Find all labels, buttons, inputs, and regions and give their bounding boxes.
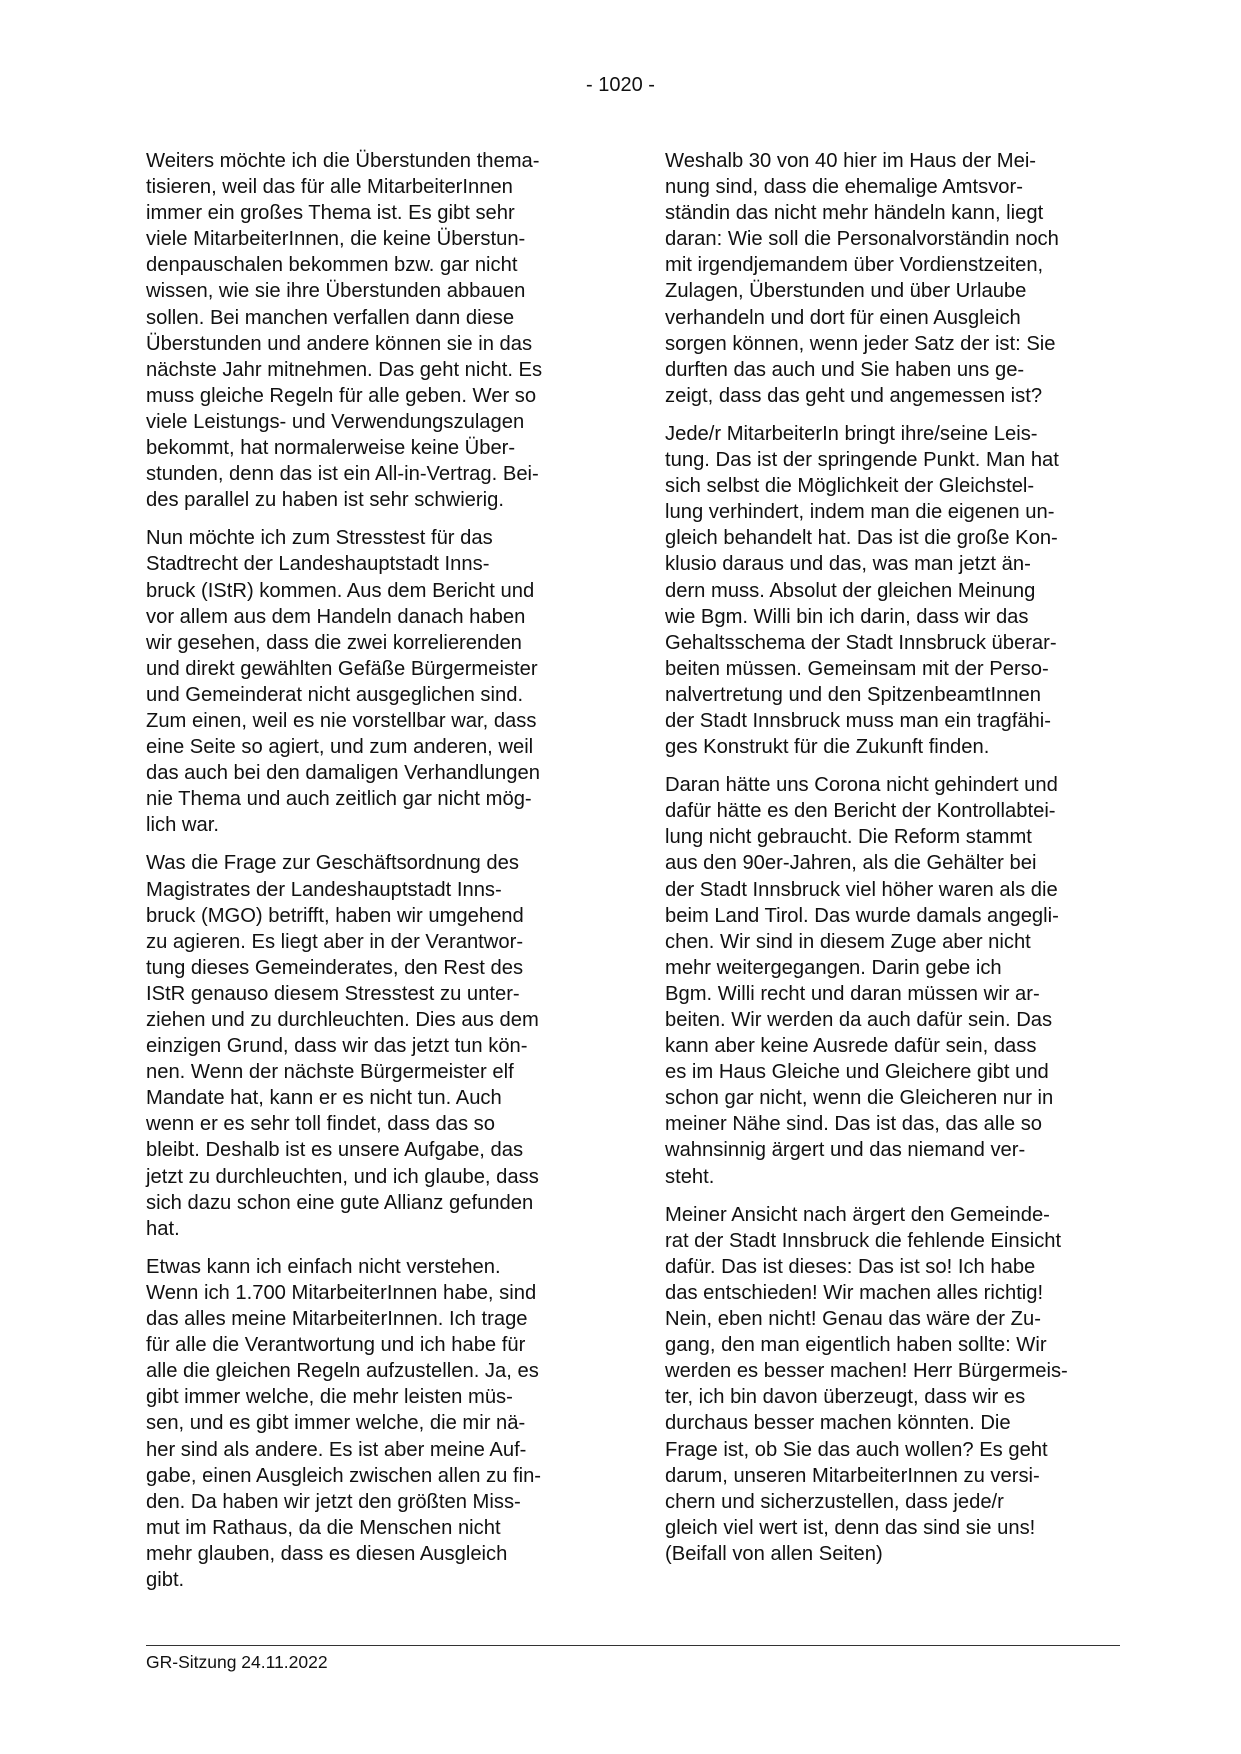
text-line: Was die Frage zur Geschäftsordnung des — [146, 852, 519, 875]
text-line: Bgm. Willi recht und daran müssen wir ar- — [665, 982, 1040, 1005]
paragraph — [665, 148, 1135, 409]
text-line: gleich viel wert ist, denn das sind sie uns! — [665, 1516, 1036, 1539]
text-line: wenn er es sehr toll findet, dass das so — [146, 1113, 495, 1136]
text-line: lich war. — [146, 814, 219, 837]
text-line: nächste Jahr mitnehmen. Das geht nicht. Es — [146, 358, 543, 381]
text-line: sich dazu schon eine gute Allianz gefunden — [146, 1191, 534, 1214]
text-line: der Stadt Innsbruck viel höher waren als die — [665, 878, 1058, 901]
text-line: sollen. Bei manchen verfallen dann diese — [146, 306, 515, 329]
text-line: Stadtrecht der Landeshauptstadt Inns- — [146, 553, 490, 576]
text-line: kann aber keine Ausrede dafür sein, dass — [665, 1035, 1037, 1058]
paragraph — [665, 1202, 1135, 1567]
text-line: zu agieren. Es liegt aber in der Verantwor- — [146, 930, 524, 953]
text-line: und Gemeinderat nicht ausgeglichen sind. — [146, 683, 524, 706]
text-line: für alle die Verantwortung und ich habe für — [146, 1334, 526, 1357]
text-line: bleibt. Deshalb ist es unsere Aufgabe, das — [146, 1139, 524, 1162]
text-line: eine Seite so agiert, und zum anderen, weil — [146, 736, 534, 759]
page-number: - 1020 - — [586, 74, 655, 96]
text-line: ständin das nicht mehr händeln kann, liegt — [665, 202, 1044, 225]
text-line: bekommt, hat normalerweise keine Über- — [146, 437, 516, 460]
text-line: das alles meine MitarbeiterInnen. Ich trage — [146, 1308, 528, 1331]
text-line: und direkt gewählten Gefäße Bürgermeister — [146, 657, 538, 680]
paragraph — [146, 148, 616, 513]
text-line: nen. Wenn der nächste Bürgermeister elf — [146, 1061, 514, 1084]
text-line: chern und sicherzustellen, dass jede/r — [665, 1490, 1004, 1513]
text-line: tisieren, weil das für alle MitarbeiterInnen — [146, 176, 513, 199]
text-line: daran: Wie soll die Personalvorständin noch — [665, 228, 1059, 251]
text-line: beiten müssen. Gemeinsam mit der Perso- — [665, 657, 1049, 680]
text-line: des parallel zu haben ist sehr schwierig. — [146, 489, 504, 512]
text-line: das entschieden! Wir machen alles richtig! — [665, 1281, 1044, 1304]
text-line: wie Bgm. Willi bin ich darin, dass wir das — [665, 605, 1029, 628]
text-line: muss gleiche Regeln für alle geben. Wer so — [146, 384, 537, 407]
text-line: nie Thema und auch zeitlich gar nicht mög- — [146, 788, 532, 811]
text-line: der Stadt Innsbruck muss man ein tragfähi- — [665, 709, 1051, 732]
text-line: viele MitarbeiterInnen, die keine Überstun- — [146, 228, 526, 251]
text-line: vor allem aus dem Handeln danach haben — [146, 605, 526, 628]
text-line: rat der Stadt Innsbruck die fehlende Einsicht — [665, 1229, 1062, 1252]
text-line: mit irgendjemandem über Vordienstzeiten, — [665, 254, 1044, 277]
text-line: lung verhindert, indem man die eigenen un- — [665, 501, 1055, 524]
text-line: gibt. — [146, 1568, 185, 1591]
text-line: den. Da haben wir jetzt den größten Miss- — [146, 1490, 521, 1513]
text-line: darum, unseren MitarbeiterInnen zu versi- — [665, 1464, 1040, 1487]
text-line: nung sind, dass die ehemalige Amtsvor- — [665, 176, 1023, 199]
text-line: zeigt, dass das geht und angemessen ist? — [665, 384, 1043, 407]
footer-divider — [146, 1645, 1120, 1646]
text-line: Meiner Ansicht nach ärgert den Gemeinde- — [665, 1203, 1050, 1226]
text-line: viele Leistungs- und Verwendungszulagen — [146, 410, 525, 433]
paragraph — [146, 850, 616, 1241]
text-line: denpauschalen bekommen bzw. gar nicht — [146, 254, 518, 277]
text-line: Jede/r MitarbeiterIn bringt ihre/seine Leis- — [665, 422, 1038, 445]
text-line: Zum einen, weil es nie vorstellbar war, dass — [146, 709, 537, 732]
paragraph — [665, 421, 1135, 760]
text-line: Magistrates der Landeshauptstadt Inns- — [146, 878, 502, 901]
text-line: her sind als andere. Es ist aber meine Auf- — [146, 1438, 527, 1461]
text-line: meiner Nähe sind. Das ist das, das alle so — [665, 1113, 1043, 1136]
text-line: gabe, einen Ausgleich zwischen allen zu fin- — [146, 1464, 542, 1487]
text-line: dafür. Das ist dieses: Das ist so! Ich habe — [665, 1255, 1036, 1278]
text-line: stunden, denn das ist ein All-in-Vertrag. Bei- — [146, 463, 539, 486]
text-line: Nein, eben nicht! Genau das wäre der Zu- — [665, 1308, 1041, 1331]
text-line: gibt immer welche, die mehr leisten müs- — [146, 1386, 513, 1409]
text-line: aus den 90er-Jahren, als die Gehälter bei — [665, 852, 1037, 875]
text-line: wissen, wie sie ihre Überstunden abbauen — [146, 280, 526, 303]
text-line: ges Konstrukt für die Zukunft finden. — [665, 736, 990, 759]
paragraph — [665, 772, 1135, 1190]
text-line: mehr glauben, dass es diesen Ausgleich — [146, 1542, 508, 1565]
text-line: verhandeln und dort für einen Ausgleich — [665, 306, 1021, 329]
text-line: das auch bei den damaligen Verhandlungen — [146, 762, 540, 785]
text-line: es im Haus Gleiche und Gleichere gibt und — [665, 1061, 1049, 1084]
text-line: IStR genauso diesem Stresstest zu unter- — [146, 982, 520, 1005]
text-line: dafür hätte es den Bericht der Kontrollabtei- — [665, 800, 1056, 823]
text-line: lung nicht gebraucht. Die Reform stammt — [665, 826, 1032, 849]
footer-session-date: GR-Sitzung 24.11.2022 — [146, 1652, 328, 1672]
text-line: hat. — [146, 1217, 180, 1240]
text-line: sorgen können, wenn jeder Satz der ist: Sie — [665, 332, 1056, 355]
text-line: schon gar nicht, wenn die Gleicheren nur in — [665, 1087, 1054, 1110]
text-line: mut im Rathaus, da die Menschen nicht — [146, 1516, 501, 1539]
text-line: Nun möchte ich zum Stresstest für das — [146, 527, 493, 550]
text-line: Frage ist, ob Sie das auch wollen? Es geht — [665, 1438, 1048, 1461]
text-line: durchaus besser machen könnten. Die — [665, 1412, 1011, 1435]
text-line: Überstunden und andere können sie in das — [146, 332, 533, 355]
text-line: beiten. Wir werden da auch dafür sein. Das — [665, 1009, 1053, 1031]
text-line: gang, den man eigentlich haben sollte: Wir — [665, 1334, 1047, 1357]
text-line: klusio daraus und das, was man jetzt än- — [665, 553, 1031, 576]
text-line: steht. — [665, 1165, 715, 1188]
text-line: sich selbst die Möglichkeit der Gleichstel- — [665, 475, 1035, 498]
right-column — [665, 148, 1135, 1579]
text-line: sen, und es gibt immer welche, die mir nä- — [146, 1412, 526, 1435]
text-line: Wenn ich 1.700 MitarbeiterInnen habe, sind — [146, 1281, 537, 1304]
text-line: nalvertretung und den SpitzenbeamtInnen — [665, 683, 1041, 706]
text-line: Gehaltsschema der Stadt Innsbruck überar- — [665, 631, 1057, 654]
text-line: jetzt zu durchleuchten, und ich glaube, dass — [146, 1165, 539, 1188]
text-line: Daran hätte uns Corona nicht gehindert und — [665, 774, 1058, 797]
text-line: beim Land Tirol. Das wurde damals angegli- — [665, 904, 1059, 927]
text-line: Zulagen, Überstunden und über Urlaube — [665, 280, 1027, 303]
text-line: tung. Das ist der springende Punkt. Man hat — [665, 449, 1059, 472]
text-line: ziehen und zu durchleuchten. Dies aus dem — [146, 1009, 539, 1031]
text-line: Weiters möchte ich die Überstunden thema- — [146, 150, 540, 172]
text-line: dern muss. Absolut der gleichen Meinung — [665, 579, 1036, 602]
paragraph — [146, 525, 616, 838]
paragraph — [146, 1254, 616, 1593]
text-line: ter, ich bin davon überzeugt, dass wir es — [665, 1386, 1026, 1409]
text-line: durften das auch und Sie haben uns ge- — [665, 358, 1025, 381]
text-line: (Beifall von allen Seiten) — [665, 1542, 883, 1565]
text-line: wahnsinnig ärgert und das niemand ver- — [665, 1139, 1026, 1162]
text-line: immer ein großes Thema ist. Es gibt sehr — [146, 202, 515, 225]
text-line: alle die gleichen Regeln aufzustellen. Ja, es — [146, 1360, 539, 1383]
text-line: bruck (MGO) betrifft, haben wir umgehend — [146, 904, 524, 927]
text-line: Etwas kann ich einfach nicht verstehen. — [146, 1255, 501, 1278]
text-line: mehr weitergegangen. Darin gebe ich — [665, 956, 1002, 979]
text-line: chen. Wir sind in diesem Zuge aber nicht — [665, 930, 1031, 953]
text-line: bruck (IStR) kommen. Aus dem Bericht und — [146, 579, 535, 602]
text-line: wir gesehen, dass die zwei korrelierenden — [146, 631, 522, 654]
text-line: einzigen Grund, dass wir das jetzt tun kön- — [146, 1035, 528, 1058]
text-line: gleich behandelt hat. Das ist die große Kon- — [665, 527, 1058, 550]
text-line: werden es besser machen! Herr Bürgermeis- — [665, 1360, 1068, 1383]
left-column — [146, 148, 616, 1605]
text-line: tung dieses Gemeinderates, den Rest des — [146, 956, 524, 979]
text-line: Weshalb 30 von 40 hier im Haus der Mei- — [665, 150, 1037, 172]
text-line: Mandate hat, kann er es nicht tun. Auch — [146, 1087, 502, 1110]
